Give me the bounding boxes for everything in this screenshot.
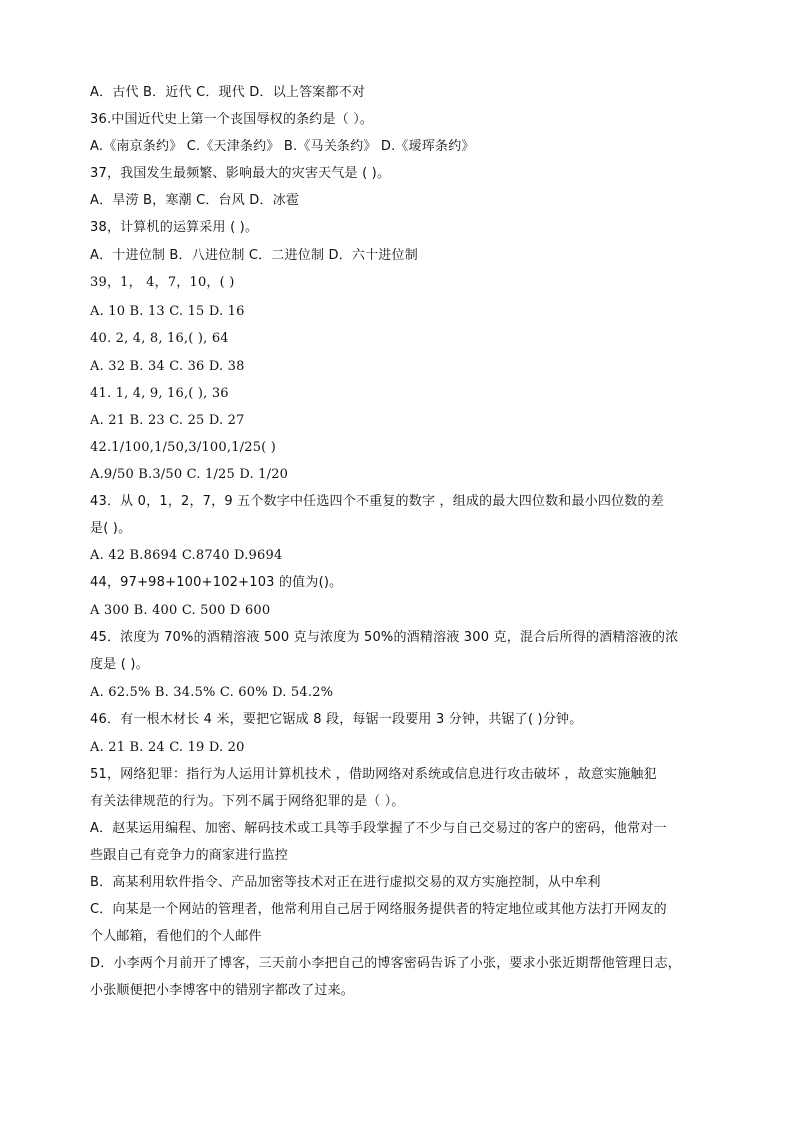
question-45-options: A. 62.5% B. 34.5% C. 60% D. 54.2% <box>90 685 334 700</box>
question-51-option-a-continued: 些跟自己有竞争力的商家进行监控 <box>90 848 289 863</box>
question-38-options: A．十进位制 B．八进位制 C．二进位制 D．六十进位制 <box>90 248 418 263</box>
question-51-option-c: C．向某是一个网站的管理者，他常利用自己居于网络服务提供者的特定地位或其他方法打开网友的 <box>90 902 667 917</box>
question-36-options: A.《南京条约》 C.《天津条约》 B.《马关条约》 D.《瑷珲条约》 <box>90 139 475 154</box>
question-35-options: A．古代 B．近代 C．现代 D．以上答案都不对 <box>90 85 366 100</box>
question-44-options: A 300 B. 400 C. 500 D 600 <box>90 603 271 618</box>
question-51-option-b: B．高某利用软件指令、产品加密等技术对正在进行虚拟交易的双方实施控制，从中牟利 <box>90 875 601 890</box>
question-39-options: A. 10 B. 13 C. 15 D. 16 <box>90 304 245 319</box>
question-43: 43．从 0，1，2，7，9 五个数字中任选四个不重复的数字 ，组成的最大四位数和最小四位数的差 <box>90 494 664 509</box>
question-43-continued: 是( )。 <box>90 521 132 536</box>
question-39: 39，1， 4，7，10，( ) <box>90 275 235 290</box>
question-43-options: A. 42 B.8694 C.8740 D.9694 <box>90 548 283 563</box>
question-42-options: A.9/50 B.3/50 C. 1/25 D. 1/20 <box>90 467 289 482</box>
question-51-option-a: A．赵某运用编程、加密、解码技术或工具等手段掌握了不少与自己交易过的客户的密码，他常对一 <box>90 821 667 836</box>
question-46: 46．有一根木材长 4 米，要把它锯成 8 段，每锯一段要用 3 分钟，共锯了( )分钟。 <box>90 712 583 727</box>
question-36: 36.中国近代史上第一个丧国辱权的条约是（ ）。 <box>90 112 374 127</box>
question-51-continued: 有关法律规范的行为。下列不属于网络犯罪的是（ ）。 <box>90 794 405 809</box>
question-51-option-d: D．小李两个月前开了博客，三天前小李把自己的博客密码告诉了小张，要求小张近期帮他管理日志， <box>90 956 682 971</box>
question-45: 45．浓度为 70%的酒精溶液 500 克与浓度为 50%的酒精溶液 300 克，混合后所得的酒精溶液的浓 <box>90 630 679 645</box>
question-41: 41. 1, 4, 9, 16,( ), 36 <box>90 386 229 401</box>
question-51-option-c-continued: 个人邮箱，看他们的个人邮件 <box>90 929 262 944</box>
question-45-continued: 度是 ( )。 <box>90 657 149 672</box>
question-38: 38，计算机的运算采用 ( )。 <box>90 220 259 235</box>
question-46-options: A. 21 B. 24 C. 19 D. 20 <box>90 740 245 755</box>
question-42: 42.1/100,1/50,3/100,1/25( ) <box>90 440 277 455</box>
question-51: 51，网络犯罪：指行为人运用计算机技术 ，借助网络对系统或信息进行攻击破坏 ，故意实施触犯 <box>90 767 657 782</box>
question-44: 44，97+98+100+102+103 的值为()。 <box>90 575 343 590</box>
question-51-option-d-continued: 小张顺便把小李博客中的错别字都改了过来。 <box>90 983 355 998</box>
question-41-options: A. 21 B. 23 C. 25 D. 27 <box>90 413 245 428</box>
question-37-options: A．旱涝 B，寒潮 C．台风 D．冰雹 <box>90 193 300 208</box>
question-37: 37，我国发生最频繁、影响最大的灾害天气是 ( )。 <box>90 166 391 181</box>
question-40: 40. 2, 4, 8, 16,( ), 64 <box>90 331 229 346</box>
question-40-options: A. 32 B. 34 C. 36 D. 38 <box>90 359 245 374</box>
